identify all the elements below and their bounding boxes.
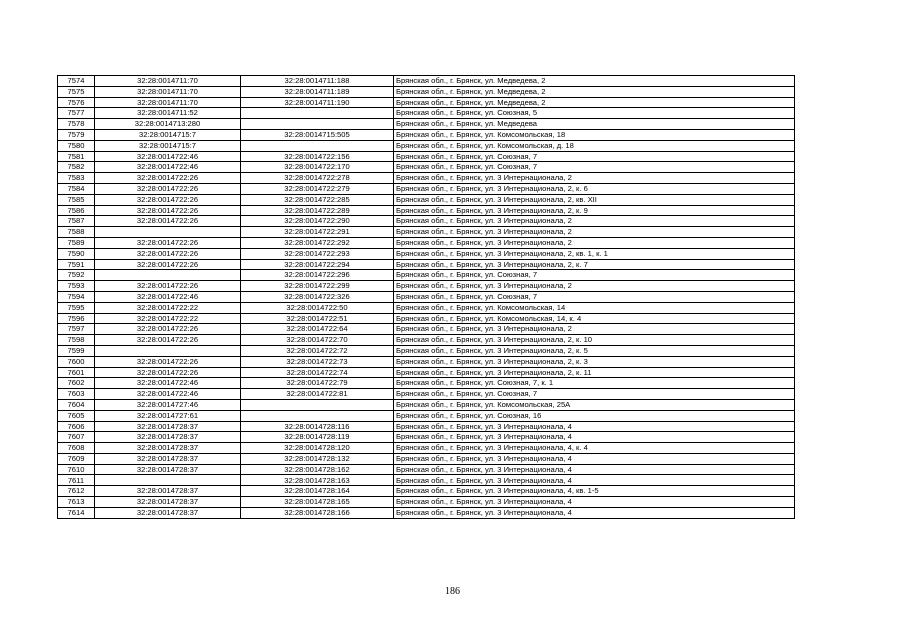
row-number-cell: 7576 (58, 97, 95, 108)
object-cadastral-number-cell: 32:28:0014722:74 (241, 367, 394, 378)
row-number-cell: 7577 (58, 108, 95, 119)
address-cell: Брянская обл., г. Брянск, ул. Союзная, 7 (394, 162, 795, 173)
land-cadastral-number-cell: 32:28:0014711:70 (95, 97, 241, 108)
object-cadastral-number-cell: 32:28:0014728:162 (241, 464, 394, 475)
object-cadastral-number-cell: 32:28:0014722:81 (241, 389, 394, 400)
object-cadastral-number-cell (241, 140, 394, 151)
table-row (58, 313, 795, 324)
row-number-cell: 7605 (58, 410, 95, 421)
land-cadastral-number-cell: 32:28:0014715:7 (95, 140, 241, 151)
row-number-cell: 7596 (58, 313, 95, 324)
land-cadastral-number-cell (95, 227, 241, 238)
land-cadastral-number-cell: 32:28:0014722:46 (95, 151, 241, 162)
object-cadastral-number-cell: 32:28:0014722:289 (241, 205, 394, 216)
land-cadastral-number-cell: 32:28:0014722:26 (95, 173, 241, 184)
object-cadastral-number-cell: 32:28:0014722:50 (241, 302, 394, 313)
land-cadastral-number-cell: 32:28:0014722:26 (95, 205, 241, 216)
table-row (58, 367, 795, 378)
row-number-cell: 7586 (58, 205, 95, 216)
address-cell: Брянская обл., г. Брянск, ул. 3 Интернационала, 2 (394, 281, 795, 292)
address-cell: Брянская обл., г. Брянск, ул. Союзная, 7 (394, 270, 795, 281)
row-number-cell: 7598 (58, 335, 95, 346)
row-number-cell: 7604 (58, 399, 95, 410)
land-cadastral-number-cell: 32:28:0014713:280 (95, 119, 241, 130)
row-number-cell: 7611 (58, 475, 95, 486)
table-row (58, 507, 795, 518)
address-cell: Брянская обл., г. Брянск, ул. Союзная, 7, к. 1 (394, 378, 795, 389)
land-cadastral-number-cell: 32:28:0014722:26 (95, 248, 241, 259)
land-cadastral-number-cell: 32:28:0014728:37 (95, 497, 241, 508)
land-cadastral-number-cell: 32:28:0014727:61 (95, 410, 241, 421)
table-row (58, 119, 795, 130)
address-cell: Брянская обл., г. Брянск, ул. 3 Интернационала, 4 (394, 432, 795, 443)
address-cell: Брянская обл., г. Брянск, ул. Союзная, 7 (394, 151, 795, 162)
row-number-cell: 7584 (58, 183, 95, 194)
land-cadastral-number-cell: 32:28:0014722:26 (95, 281, 241, 292)
land-cadastral-number-cell: 32:28:0014722:26 (95, 335, 241, 346)
page-number: 186 (445, 586, 460, 597)
row-number-cell: 7590 (58, 248, 95, 259)
table-row (58, 324, 795, 335)
address-cell: Брянская обл., г. Брянск, ул. Медведева, 2 (394, 76, 795, 87)
row-number-cell: 7594 (58, 291, 95, 302)
address-cell: Брянская обл., г. Брянск, ул. Союзная, 7 (394, 389, 795, 400)
address-cell: Брянская обл., г. Брянск, ул. Комсомольская, 14 (394, 302, 795, 313)
row-number-cell: 7588 (58, 227, 95, 238)
row-number-cell: 7587 (58, 216, 95, 227)
table-row (58, 443, 795, 454)
land-cadastral-number-cell: 32:28:0014728:37 (95, 453, 241, 464)
address-cell: Брянская обл., г. Брянск, ул. 3 Интернационала, 2, к. 11 (394, 367, 795, 378)
row-number-cell: 7593 (58, 281, 95, 292)
object-cadastral-number-cell: 32:28:0014722:299 (241, 281, 394, 292)
object-cadastral-number-cell: 32:28:0014711:189 (241, 86, 394, 97)
table-row (58, 497, 795, 508)
address-cell: Брянская обл., г. Брянск, ул. Комсомольская, 14, к. 4 (394, 313, 795, 324)
object-cadastral-number-cell: 32:28:0014728:120 (241, 443, 394, 454)
object-cadastral-number-cell: 32:28:0014722:170 (241, 162, 394, 173)
object-cadastral-number-cell: 32:28:0014711:188 (241, 76, 394, 87)
land-cadastral-number-cell (95, 475, 241, 486)
address-cell: Брянская обл., г. Брянск, ул. Комсомольская, 18 (394, 129, 795, 140)
row-number-cell: 7579 (58, 129, 95, 140)
object-cadastral-number-cell: 32:28:0014722:279 (241, 183, 394, 194)
table-row (58, 302, 795, 313)
land-cadastral-number-cell: 32:28:0014728:37 (95, 432, 241, 443)
table-row (58, 183, 795, 194)
address-cell: Брянская обл., г. Брянск, ул. 3 Интернационала, 2, к. 7 (394, 259, 795, 270)
land-cadastral-number-cell: 32:28:0014715:7 (95, 129, 241, 140)
land-cadastral-number-cell: 32:28:0014722:26 (95, 237, 241, 248)
land-cadastral-number-cell: 32:28:0014722:22 (95, 313, 241, 324)
address-cell: Брянская обл., г. Брянск, ул. Медведева, 2 (394, 97, 795, 108)
land-cadastral-number-cell (95, 345, 241, 356)
object-cadastral-number-cell: 32:28:0014722:64 (241, 324, 394, 335)
row-number-cell: 7614 (58, 507, 95, 518)
object-cadastral-number-cell: 32:28:0014722:70 (241, 335, 394, 346)
address-cell: Брянская обл., г. Брянск, ул. 3 Интернационала, 4 (394, 453, 795, 464)
row-number-cell: 7601 (58, 367, 95, 378)
object-cadastral-number-cell: 32:28:0014728:165 (241, 497, 394, 508)
row-number-cell: 7591 (58, 259, 95, 270)
table-row (58, 151, 795, 162)
object-cadastral-number-cell: 32:28:0014722:278 (241, 173, 394, 184)
table-row (58, 475, 795, 486)
address-cell: Брянская обл., г. Брянск, ул. Союзная, 16 (394, 410, 795, 421)
land-cadastral-number-cell: 32:28:0014727:46 (95, 399, 241, 410)
address-cell: Брянская обл., г. Брянск, ул. 3 Интернационала, 2 (394, 324, 795, 335)
registry-table-body (58, 76, 795, 519)
table-row (58, 335, 795, 346)
row-number-cell: 7612 (58, 486, 95, 497)
land-cadastral-number-cell: 32:28:0014722:26 (95, 324, 241, 335)
table-row (58, 410, 795, 421)
object-cadastral-number-cell (241, 410, 394, 421)
row-number-cell: 7575 (58, 86, 95, 97)
land-cadastral-number-cell: 32:28:0014722:26 (95, 194, 241, 205)
object-cadastral-number-cell: 32:28:0014722:296 (241, 270, 394, 281)
land-cadastral-number-cell: 32:28:0014722:46 (95, 291, 241, 302)
object-cadastral-number-cell: 32:28:0014722:73 (241, 356, 394, 367)
address-cell: Брянская обл., г. Брянск, ул. 3 Интернационала, 4 (394, 475, 795, 486)
address-cell: Брянская обл., г. Брянск, ул. Медведева, 2 (394, 86, 795, 97)
row-number-cell: 7595 (58, 302, 95, 313)
row-number-cell: 7583 (58, 173, 95, 184)
address-cell: Брянская обл., г. Брянск, ул. 3 Интернационала, 2 (394, 173, 795, 184)
object-cadastral-number-cell: 32:28:0014722:292 (241, 237, 394, 248)
land-cadastral-number-cell: 32:28:0014722:46 (95, 378, 241, 389)
table-row (58, 356, 795, 367)
object-cadastral-number-cell: 32:28:0014722:290 (241, 216, 394, 227)
table-row (58, 108, 795, 119)
land-cadastral-number-cell: 32:28:0014722:22 (95, 302, 241, 313)
address-cell: Брянская обл., г. Брянск, ул. 3 Интернационала, 2, к. 9 (394, 205, 795, 216)
table-row (58, 173, 795, 184)
row-number-cell: 7578 (58, 119, 95, 130)
table-row (58, 248, 795, 259)
row-number-cell: 7580 (58, 140, 95, 151)
address-cell: Брянская обл., г. Брянск, ул. Комсомольская, 25А (394, 399, 795, 410)
address-cell: Брянская обл., г. Брянск, ул. 3 Интернационала, 4, к. 4 (394, 443, 795, 454)
row-number-cell: 7592 (58, 270, 95, 281)
row-number-cell: 7585 (58, 194, 95, 205)
table-row (58, 194, 795, 205)
address-cell: Брянская обл., г. Брянск, ул. 3 Интернационала, 2, кв. 1, к. 1 (394, 248, 795, 259)
land-cadastral-number-cell: 32:28:0014722:26 (95, 259, 241, 270)
object-cadastral-number-cell: 32:28:0014722:294 (241, 259, 394, 270)
address-cell: Брянская обл., г. Брянск, ул. 3 Интернационала, 2, к. 3 (394, 356, 795, 367)
object-cadastral-number-cell: 32:28:0014728:132 (241, 453, 394, 464)
table-row (58, 486, 795, 497)
address-cell: Брянская обл., г. Брянск, ул. 3 Интернационала, 2 (394, 237, 795, 248)
land-cadastral-number-cell (95, 270, 241, 281)
land-cadastral-number-cell: 32:28:0014728:37 (95, 464, 241, 475)
address-cell: Брянская обл., г. Брянск, ул. Союзная, 7 (394, 291, 795, 302)
row-number-cell: 7608 (58, 443, 95, 454)
land-cadastral-number-cell: 32:28:0014711:52 (95, 108, 241, 119)
table-row (58, 399, 795, 410)
row-number-cell: 7603 (58, 389, 95, 400)
land-cadastral-number-cell: 32:28:0014711:70 (95, 76, 241, 87)
table-row (58, 421, 795, 432)
table-row (58, 227, 795, 238)
table-row (58, 216, 795, 227)
land-cadastral-number-cell: 32:28:0014728:37 (95, 507, 241, 518)
table-row (58, 464, 795, 475)
table-row (58, 76, 795, 87)
address-cell: Брянская обл., г. Брянск, ул. 3 Интернационала, 2 (394, 216, 795, 227)
object-cadastral-number-cell: 32:28:0014728:119 (241, 432, 394, 443)
row-number-cell: 7599 (58, 345, 95, 356)
address-cell: Брянская обл., г. Брянск, ул. 3 Интернационала, 4 (394, 507, 795, 518)
address-cell: Брянская обл., г. Брянск, ул. 3 Интернационала, 2 (394, 227, 795, 238)
object-cadastral-number-cell: 32:28:0014722:293 (241, 248, 394, 259)
row-number-cell: 7602 (58, 378, 95, 389)
land-cadastral-number-cell: 32:28:0014711:70 (95, 86, 241, 97)
object-cadastral-number-cell: 32:28:0014722:51 (241, 313, 394, 324)
row-number-cell: 7597 (58, 324, 95, 335)
object-cadastral-number-cell: 32:28:0014728:164 (241, 486, 394, 497)
table-row (58, 345, 795, 356)
row-number-cell: 7574 (58, 76, 95, 87)
object-cadastral-number-cell: 32:28:0014711:190 (241, 97, 394, 108)
address-cell: Брянская обл., г. Брянск, ул. 3 Интернационала, 2, к. 10 (394, 335, 795, 346)
row-number-cell: 7610 (58, 464, 95, 475)
table-row (58, 270, 795, 281)
land-cadastral-number-cell: 32:28:0014722:26 (95, 183, 241, 194)
row-number-cell: 7581 (58, 151, 95, 162)
object-cadastral-number-cell: 32:28:0014722:79 (241, 378, 394, 389)
address-cell: Брянская обл., г. Брянск, ул. Комсомольская, д. 18 (394, 140, 795, 151)
table-row (58, 281, 795, 292)
table-row (58, 129, 795, 140)
address-cell: Брянская обл., г. Брянск, ул. 3 Интернационала, 2, к. 5 (394, 345, 795, 356)
table-row (58, 453, 795, 464)
address-cell: Брянская обл., г. Брянск, ул. 3 Интернационала, 2, к. 6 (394, 183, 795, 194)
address-cell: Брянская обл., г. Брянск, ул. Медведева (394, 119, 795, 130)
object-cadastral-number-cell (241, 119, 394, 130)
table-row (58, 162, 795, 173)
land-cadastral-number-cell: 32:28:0014722:26 (95, 216, 241, 227)
address-cell: Брянская обл., г. Брянск, ул. 3 Интернационала, 4, кв. 1-5 (394, 486, 795, 497)
table-row (58, 86, 795, 97)
table-row (58, 237, 795, 248)
object-cadastral-number-cell (241, 399, 394, 410)
table-row (58, 378, 795, 389)
row-number-cell: 7609 (58, 453, 95, 464)
address-cell: Брянская обл., г. Брянск, ул. 3 Интернационала, 4 (394, 464, 795, 475)
table-row (58, 97, 795, 108)
object-cadastral-number-cell: 32:28:0014728:166 (241, 507, 394, 518)
object-cadastral-number-cell: 32:28:0014722:291 (241, 227, 394, 238)
table-row (58, 389, 795, 400)
object-cadastral-number-cell: 32:28:0014722:72 (241, 345, 394, 356)
row-number-cell: 7613 (58, 497, 95, 508)
object-cadastral-number-cell: 32:28:0014728:163 (241, 475, 394, 486)
land-cadastral-number-cell: 32:28:0014728:37 (95, 486, 241, 497)
land-cadastral-number-cell: 32:28:0014728:37 (95, 421, 241, 432)
row-number-cell: 7589 (58, 237, 95, 248)
object-cadastral-number-cell (241, 108, 394, 119)
object-cadastral-number-cell: 32:28:0014728:116 (241, 421, 394, 432)
address-cell: Брянская обл., г. Брянск, ул. 3 Интернационала, 4 (394, 497, 795, 508)
row-number-cell: 7600 (58, 356, 95, 367)
address-cell: Брянская обл., г. Брянск, ул. Союзная, 5 (394, 108, 795, 119)
object-cadastral-number-cell: 32:28:0014722:285 (241, 194, 394, 205)
land-cadastral-number-cell: 32:28:0014722:26 (95, 356, 241, 367)
row-number-cell: 7607 (58, 432, 95, 443)
row-number-cell: 7606 (58, 421, 95, 432)
land-cadastral-number-cell: 32:28:0014722:46 (95, 162, 241, 173)
object-cadastral-number-cell: 32:28:0014715:505 (241, 129, 394, 140)
land-cadastral-number-cell: 32:28:0014722:26 (95, 367, 241, 378)
object-cadastral-number-cell: 32:28:0014722:326 (241, 291, 394, 302)
address-cell: Брянская обл., г. Брянск, ул. 3 Интернационала, 2, кв. XII (394, 194, 795, 205)
registry-table (57, 75, 795, 519)
table-row (58, 259, 795, 270)
land-cadastral-number-cell: 32:28:0014722:46 (95, 389, 241, 400)
table-row (58, 140, 795, 151)
object-cadastral-number-cell: 32:28:0014722:156 (241, 151, 394, 162)
row-number-cell: 7582 (58, 162, 95, 173)
table-row (58, 432, 795, 443)
table-row (58, 205, 795, 216)
table-row (58, 291, 795, 302)
land-cadastral-number-cell: 32:28:0014728:37 (95, 443, 241, 454)
address-cell: Брянская обл., г. Брянск, ул. 3 Интернационала, 4 (394, 421, 795, 432)
